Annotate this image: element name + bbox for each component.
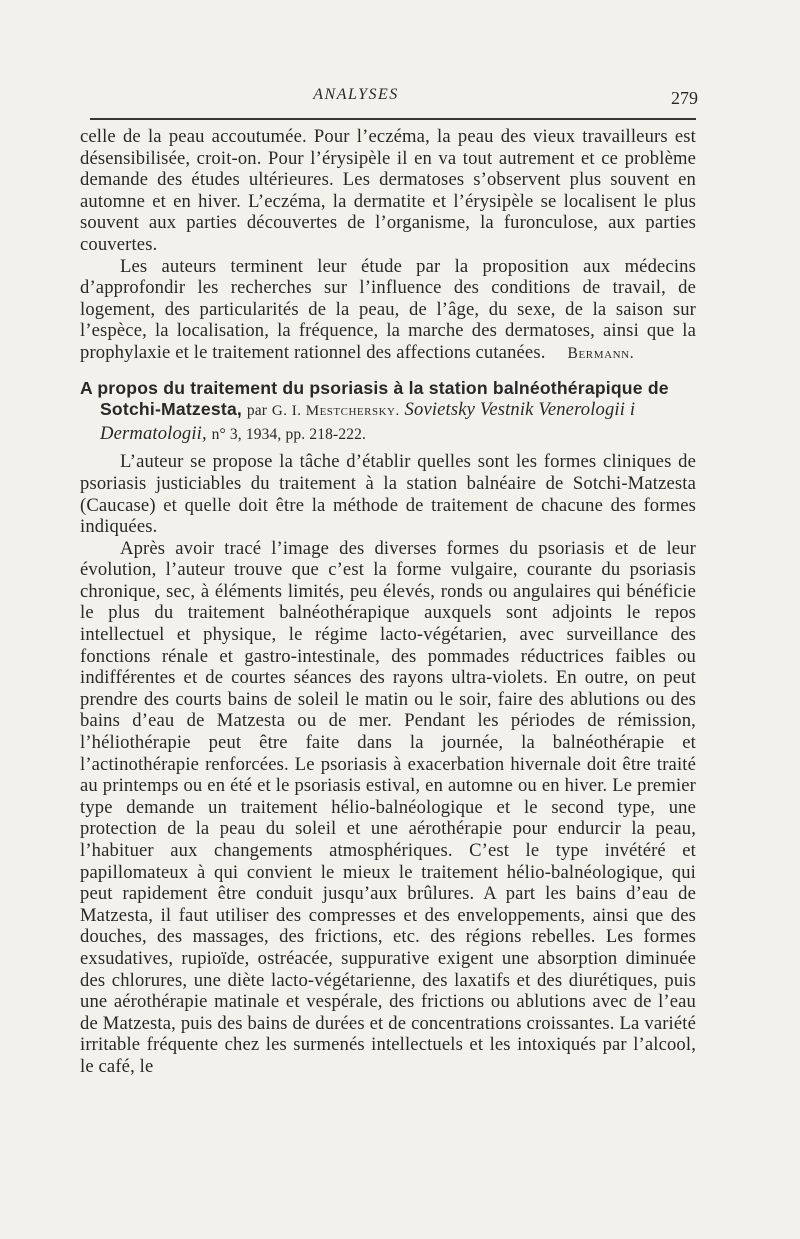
article-heading	[80, 378, 696, 446]
journal-name: Sovietsky Vestnik Venerologii i	[404, 399, 636, 421]
closing-paragraph-text: Les auteurs terminent leur étude par la proposition aux médecins d’approfondir les recherches sur l’influence des conditions de travail, de logement, des particularités de la peau, de l’âge, du sexe, de la saison sur l’espèce, la localisation, la fréquence, la marche des dermatoses, ainsi que la prophylaxie et le traitement rationnel des affections cutanées.	[80, 255, 696, 363]
running-title: ANALYSES	[313, 86, 399, 103]
page-header	[80, 86, 700, 116]
article-author: G. I. Mestchersky.	[271, 403, 400, 420]
reviewer-signature: Bermann.	[567, 344, 635, 362]
article-paragraph-1: L’auteur se propose la tâche d’établir quelles sont les formes cliniques de psoriasis justiciables du traitement à la station balnéaire de Sotchi-Matzesta (Caucase) et quelle doit être la méthode de traitement de chacune des formes indiquées.	[80, 451, 696, 538]
continued-paragraph: celle de la peau accoutumée. Pour l’eczéma, la peau des vieux travailleurs est désensibilisée, croit-on. Pour l’érysipèle il en va tout autrement et ce problème demande des études ultérieures. Les dermatoses s’observent plus souvent en automne et en hiver. L’eczéma, la dermatite et l’érysipèle se localisent le plus souvent aux parties découvertes de l’organisme, la furonculose, aux parties couvertes.	[80, 126, 696, 255]
main-text	[80, 126, 696, 1078]
by-word: par	[246, 402, 268, 420]
closing-paragraph-block	[80, 256, 696, 365]
closing-paragraph	[80, 256, 696, 365]
page-number: 279	[671, 88, 698, 108]
article-title-line1: A propos du traitement du psoriasis à la station balnéothérapique de	[80, 377, 669, 398]
article-paragraph-2: Après avoir tracé l’image des diverses formes du psoriasis et de leur évolution, l’auteur trouve que c’est la forme vulgaire, courante du psoriasis chronique, sec, à éléments limités, peu élevés, ronds ou angulaires qui bénéficie le plus du traitement balnéothérapique auxquels sont adjoints le repos intellectuel et physique, le régime lacto-végétarien, avec surveillance des fonctions rénale et gastro-intestinale, des pommades réductrices faibles ou indifférentes et de courtes séances des rayons ultra-violets. En outre, on peut prendre des courts bains de soleil le matin ou le soir, faire des ablutions ou des bains d’eau de Matzesta ou de mer. Pendant les périodes de rémission, l’héliothérapie peut être faite dans la journée, la balnéothérapie et l’actinothérapie renforcées. Le psoriasis à exacerbation hivernale doit être traité au printemps ou en été et le psoriasis estival, en automne ou en hiver. Le premier type demande un traitement hélio-balnéologique et le second type, une protection de la peau du soleil et une aérothérapie pour endurcir la peau, l’habituer aux changements atmosphériques. C’est le type invétéré et papillomateux à qui convient le mieux le traitement hélio-balnéologique, qui peut rapidement être conduit jusqu’aux brûlures. A part les bains d’eau de Matzesta, il faut utiliser des compresses et des enveloppements, ainsi que des douches, des massages, des frictions, etc. des régions rebelles. Les formes exsudatives, rupioïde, ostréacée, suppurative exigent une absorption diminuée des chlorures, une diète lacto-végétarienne, des laxatifs et des diurétiques, puis une aérothérapie matinale et vespérale, des frictions ou ablutions avec de l’eau de Matzesta, puis des bains de durées et de concentrations croissantes. La variété irritable fréquente chez les surmenés intellectuels et les intoxiqués par l’alcool, le café, le	[80, 537, 696, 1077]
journal-name-line2: Dermatologii,	[100, 422, 207, 444]
issue-info: n° 3, 1934, pp. 218-222.	[211, 425, 367, 443]
article-title-line2: Sotchi-Matzesta,	[100, 399, 243, 420]
header-rule	[90, 118, 696, 120]
